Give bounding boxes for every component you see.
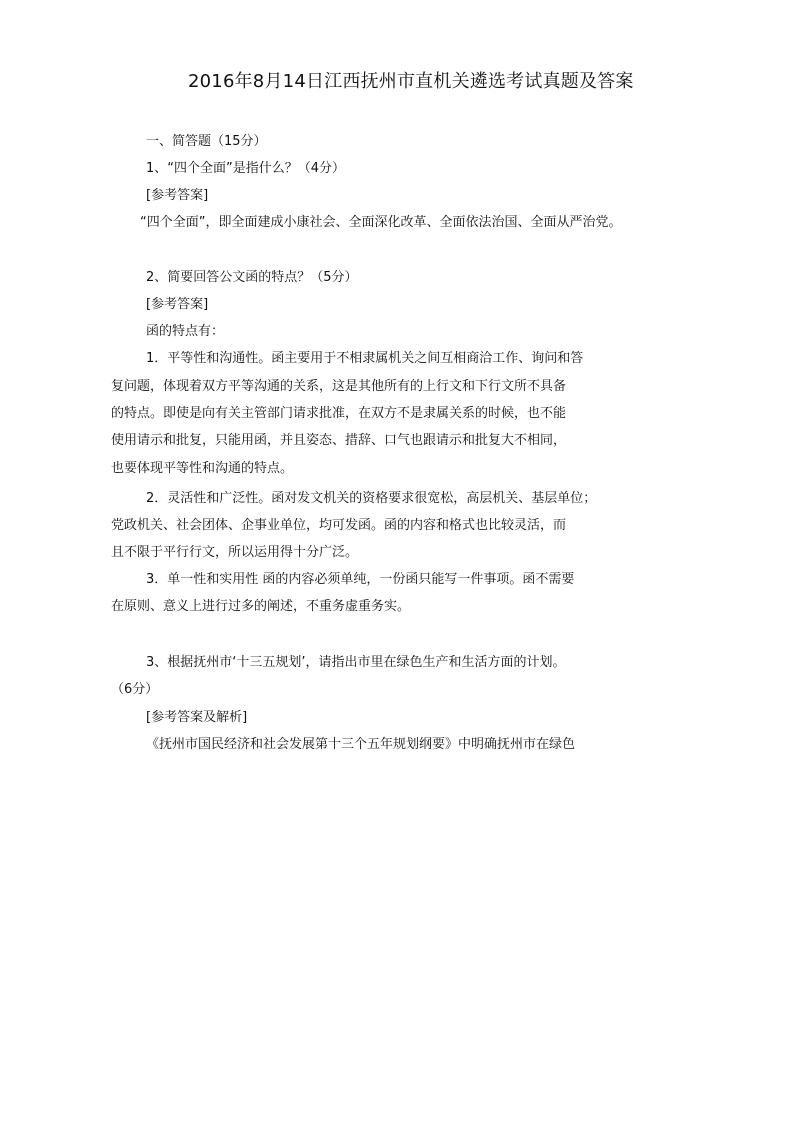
answer-2-intro: 函的特点有： (146, 324, 225, 339)
answer-label-3: [参考答案及解析] (146, 710, 248, 725)
answer-2-paragraph-line: 且不限于平行行文，所以运用得十分广泛。 (111, 545, 359, 560)
answer-2-paragraph-line: 1．平等性和沟通性。函主要用于不相隶属机关之间互相商洽工作、询问和答 (146, 351, 584, 366)
question-2: 2、简要回答公文函的特点？（5分） (146, 270, 358, 285)
answer-2-paragraph-line: 2．灵活性和广泛性。函对发文机关的资格要求很宽松，高层机关、基层单位； (146, 491, 597, 506)
answer-label-1: [参考答案] (146, 188, 209, 203)
answer-2-paragraph-line: 复问题，体现着双方平等沟通的关系，这是其他所有的上行文和下行文所不具备 (111, 379, 567, 394)
answer-1-text: “四个全面”，即全面建成小康社会、全面深化改革、全面依法治国、全面从严治党。 (140, 215, 622, 230)
answer-2-paragraph-line: 在原则、意义上进行过多的阐述，不重务虚重务实。 (111, 599, 411, 614)
question-3-score: （6分） (111, 682, 159, 697)
section-heading-short-answer: 一、简答题（15分） (146, 134, 267, 149)
answer-2-paragraph-line: 使用请示和批复，只能用函，并且姿态、措辞、口气也跟请示和批复大不相同， (111, 433, 567, 448)
document-title: 2016年8月14日江西抚州市直机关遴选考试真题及答案 (188, 71, 634, 92)
answer-3-text: 《抚州市国民经济和社会发展第十三个五年规划纲要》中明确抚州市在绿色 (146, 737, 576, 752)
answer-2-paragraph-line: 也要体现平等性和沟通的特点。 (111, 461, 294, 476)
question-3: 3、根据抚州市‘十三五规划’，请指出市里在绿色生产和生活方面的计划。 (146, 655, 566, 670)
question-1: 1、“四个全面”是指什么？（4分） (146, 161, 346, 176)
answer-label-2: [参考答案] (146, 297, 209, 312)
answer-2-paragraph-line: 党政机关、社会团体、企事业单位，均可发函。函的内容和格式也比较灵活，而 (111, 518, 567, 533)
answer-2-paragraph-line: 3．单一性和实用性 函的内容必须单纯，一份函只能写一件事项。函不需要 (146, 572, 575, 587)
answer-2-paragraph-line: 的特点。即使是向有关主管部门请求批准，在双方不是隶属关系的时候，也不能 (111, 406, 567, 421)
